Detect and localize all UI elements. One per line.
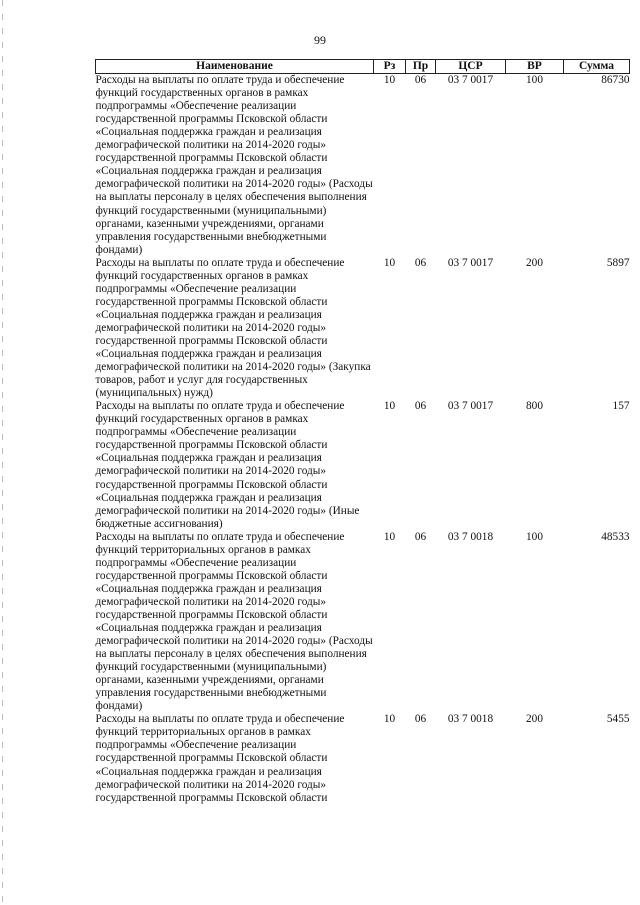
cell-name: Расходы на выплаты по оплате труда и обеспечение функций государственных органов в рамках подпрограммы «Обеспечение реализации государственной программы Псковской области «Социальная поддержка граждан и реализация демографической политики на 2014-2020 годы» государственной программы Псковской области «Социальная поддержка граждан и реализация демографической политики на 2014-2020 годы» (Закупка товаров, работ и услуг для государственных (муниципальных) нужд) (95, 256, 371, 400)
cell-name: Расходы на выплаты по оплате труда и обеспечение функций территориальных органов в рамках подпрограммы «Обеспечение реализации государственной программы Псковской области «Социальная поддержка граждан и реализация демографической политики на 2014-2020 годы» государственной программы Псковской области (95, 713, 345, 804)
cell-pr: 06 (414, 400, 427, 413)
table-body (96, 74, 630, 805)
cell-sum: 5897 (606, 256, 630, 269)
cell-bp: 100 (526, 74, 543, 87)
cell-bp: 800 (526, 400, 543, 413)
cell-name: Расходы на выплаты по оплате труда и обеспечение функций государственных органов в рамках подпрограммы «Обеспечение реализации государственной программы Псковской области «Социальная поддержка граждан и реализация демографической политики на 2014-2020 годы» государственной программы Псковской области «Социальная поддержка граждан и реализация демографической политики на 2014-2020 годы» (Расходы на выплаты персоналу в целях обеспечения выполнения функций государственными (муниципальными) органами, казенными учреждениями, органами управления государственными внебюджетными фондами) (95, 74, 373, 256)
header-rz: Рз (374, 60, 406, 74)
cell-bp: 200 (526, 256, 543, 269)
table-row (96, 713, 630, 804)
table-header (96, 60, 630, 74)
header-bp: ВР (506, 60, 564, 74)
cell-name: Расходы на выплаты по оплате труда и обеспечение функций территориальных органов в рамках подпрограммы «Обеспечение реализации государственной программы Псковской области «Социальная поддержка граждан и реализация демографической политики на 2014-2020 годы» государственной программы Псковской области «Социальная поддержка граждан и реализация демографической политики на 2014-2020 годы» (Расходы на выплаты персоналу в целях обеспечения выполнения функций государственными (муниципальными) органами, казенными учреждениями, органами управления государственными внебюджетными фондами) (95, 530, 373, 713)
cell-pr: 06 (414, 530, 427, 543)
cell-sum: 86730 (601, 74, 630, 87)
table-row (96, 531, 630, 714)
cell-sum: 5455 (606, 713, 630, 726)
budget-table (95, 59, 630, 805)
cell-pr: 06 (414, 713, 427, 726)
cell-name: Расходы на выплаты по оплате труда и обеспечение функций государственных органов в рамках подпрограммы «Обеспечение реализации государственной программы Псковской области «Социальная поддержка граждан и реализация демографической политики на 2014-2020 годы» государственной программы Псковской области «Социальная поддержка граждан и реализация демографической политики на 2014-2020 годы» (Иные бюджетные ассигнования) (95, 400, 360, 530)
header-csr: ЦСР (436, 60, 506, 74)
scan-edge (2, 0, 3, 905)
header-name: Наименование (96, 60, 374, 74)
table-row (96, 74, 630, 257)
cell-bp: 200 (526, 713, 543, 726)
cell-csr: 03 7 0017 (447, 400, 494, 413)
cell-sum: 157 (612, 400, 630, 413)
header-pr: Пр (406, 60, 436, 74)
cell-rz: 10 (383, 74, 396, 87)
cell-pr: 06 (414, 74, 427, 87)
cell-csr: 03 7 0017 (447, 256, 494, 269)
cell-csr: 03 7 0018 (447, 530, 494, 543)
cell-csr: 03 7 0017 (447, 74, 494, 87)
cell-sum: 48533 (601, 530, 630, 543)
cell-pr: 06 (414, 256, 427, 269)
table-row (96, 400, 630, 530)
cell-rz: 10 (383, 713, 396, 726)
table-row (96, 257, 630, 401)
cell-rz: 10 (383, 400, 396, 413)
cell-csr: 03 7 0018 (447, 713, 494, 726)
cell-rz: 10 (383, 256, 396, 269)
page-number: 99 (314, 33, 326, 47)
cell-rz: 10 (383, 530, 396, 543)
cell-bp: 100 (526, 530, 543, 543)
header-sum: Сумма (564, 60, 630, 74)
